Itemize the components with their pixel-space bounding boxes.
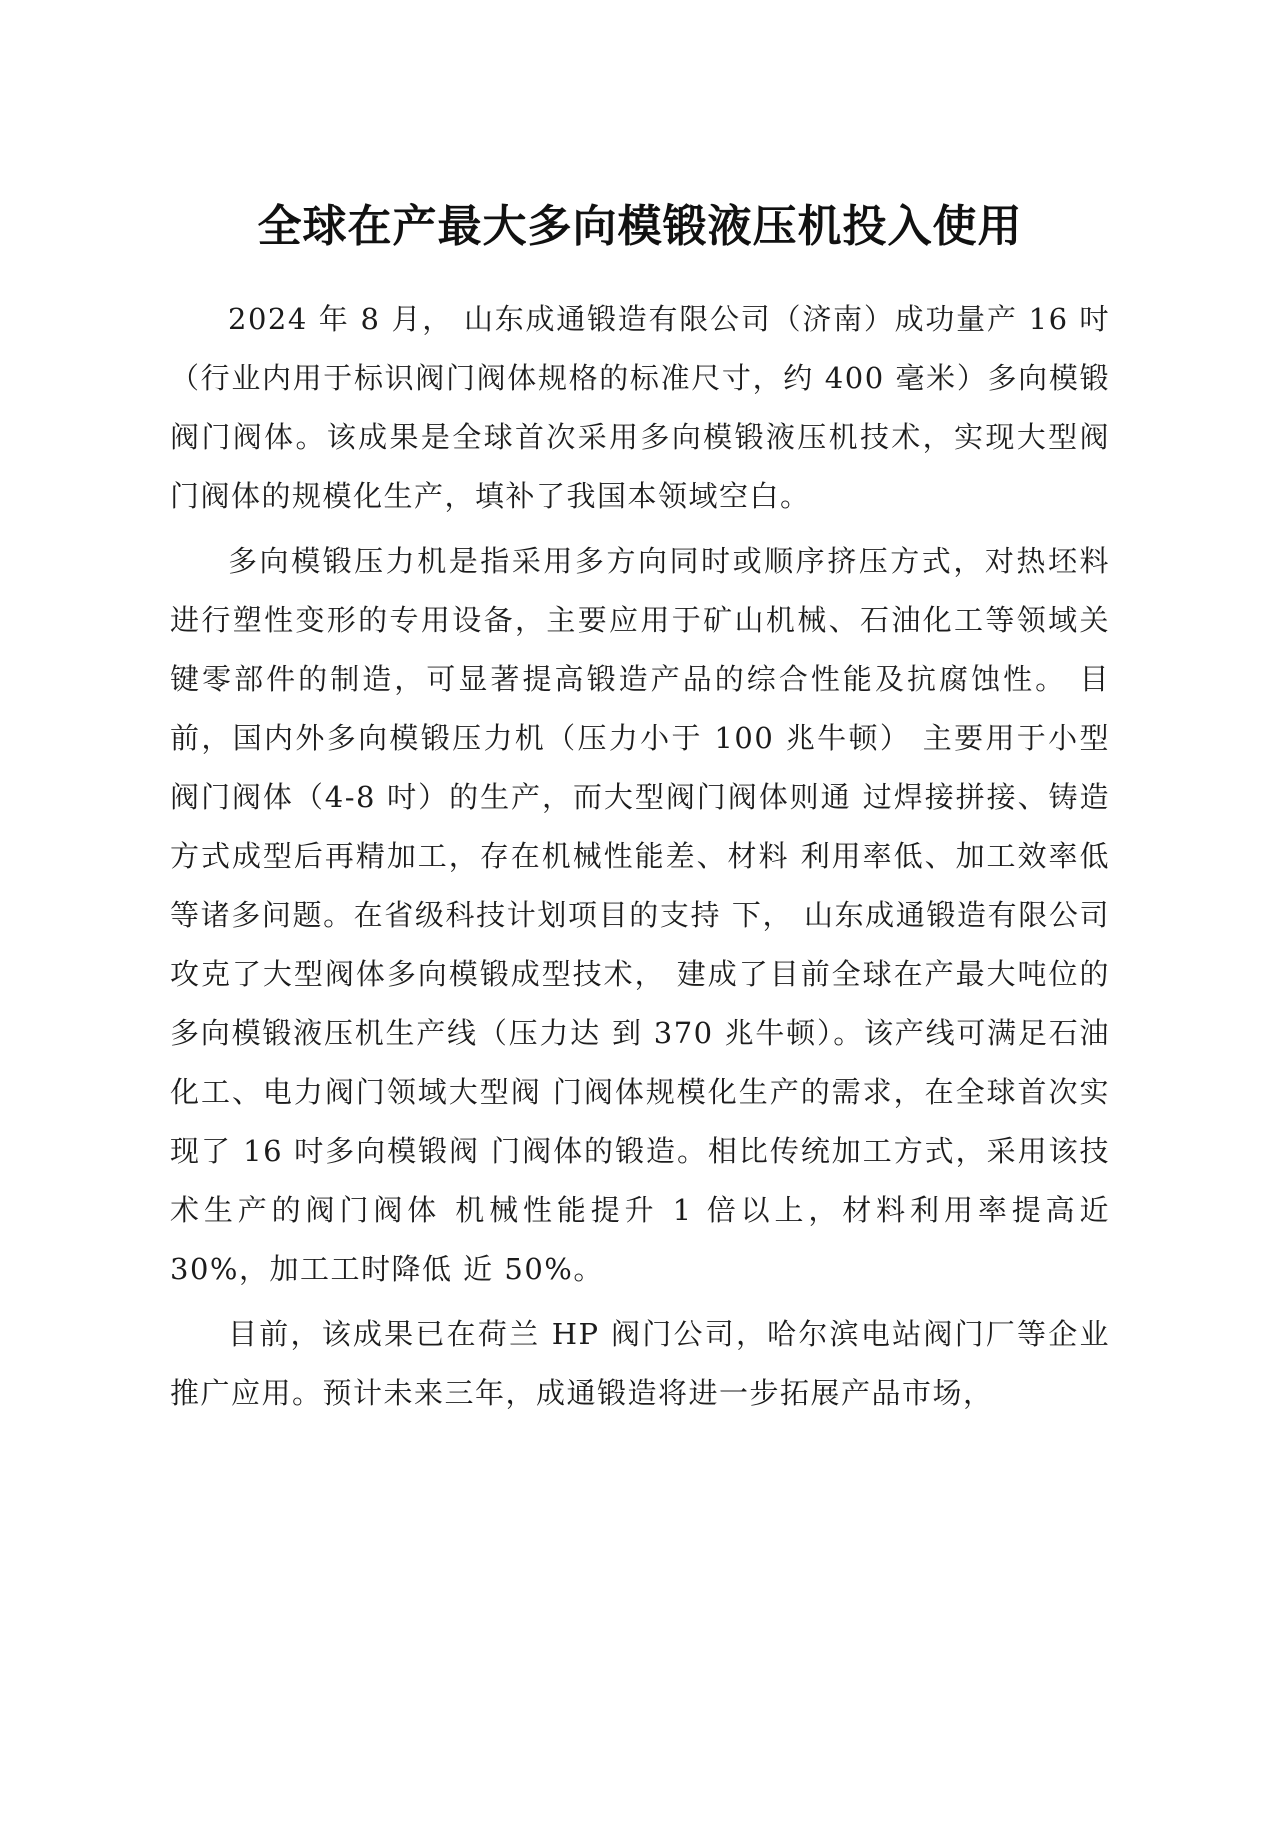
paragraph-application: 目前，该成果已在荷兰 HP 阀门公司，哈尔滨电站阀门厂等企业推广应用。预计未来三年，成通锻造将进一步拓展产品市场， [170, 1317, 1110, 1410]
document-body [170, 290, 1110, 1423]
paragraph-technology: 多向模锻压力机是指采用多方向同时或顺序挤压方式，对热坯料进行塑性变形的专用设备，主要应用于矿山机械、石油化工等领域关键零部件的制造，可显著提高锻造产品的综合性能及抗腐蚀性。 目前，国内外多向模锻压力机（压力小于 100 兆牛顿） 主要用于小型阀门阀体（4-8 吋）的生产，而大型阀门阀体则通 过焊接拼接、铸造方式成型后再精加工，存在机械性能差、材料 利用率低、加工效率低等诸多问题。在省级科技计划项目的支持 下， 山东成通锻造有限公司攻克了大型阀体多向模锻成型技术， 建成了目前全球在产最大吨位的多向模锻液压机生产线（压力达 到 370 兆牛顿）。该产线可满足石油化工、电力阀门领域大型阀 门阀体规模化生产的需求，在全球首次实现了 16 吋多向模锻阀 门阀体的锻造。相比传统加工方式，采用该技术生产的阀门阀体 机械性能提升 1 倍以上，材料利用率提高近 30%，加工工时降低 近 50%。 [170, 544, 1110, 1286]
paragraph-intro: 2024 年 8 月， 山东成通锻造有限公司（济南）成功量产 16 吋（行业内用于标识阀门阀体规格的标准尺寸，约 400 毫米）多向模锻阀门阀体。该成果是全球首次采用多向模锻液压机技术，实现大型阀门阀体的规模化生产，填补了我国本领域空白。 [170, 302, 1110, 513]
document-title: 全球在产最大多向模锻液压机投入使用 [257, 201, 1023, 253]
